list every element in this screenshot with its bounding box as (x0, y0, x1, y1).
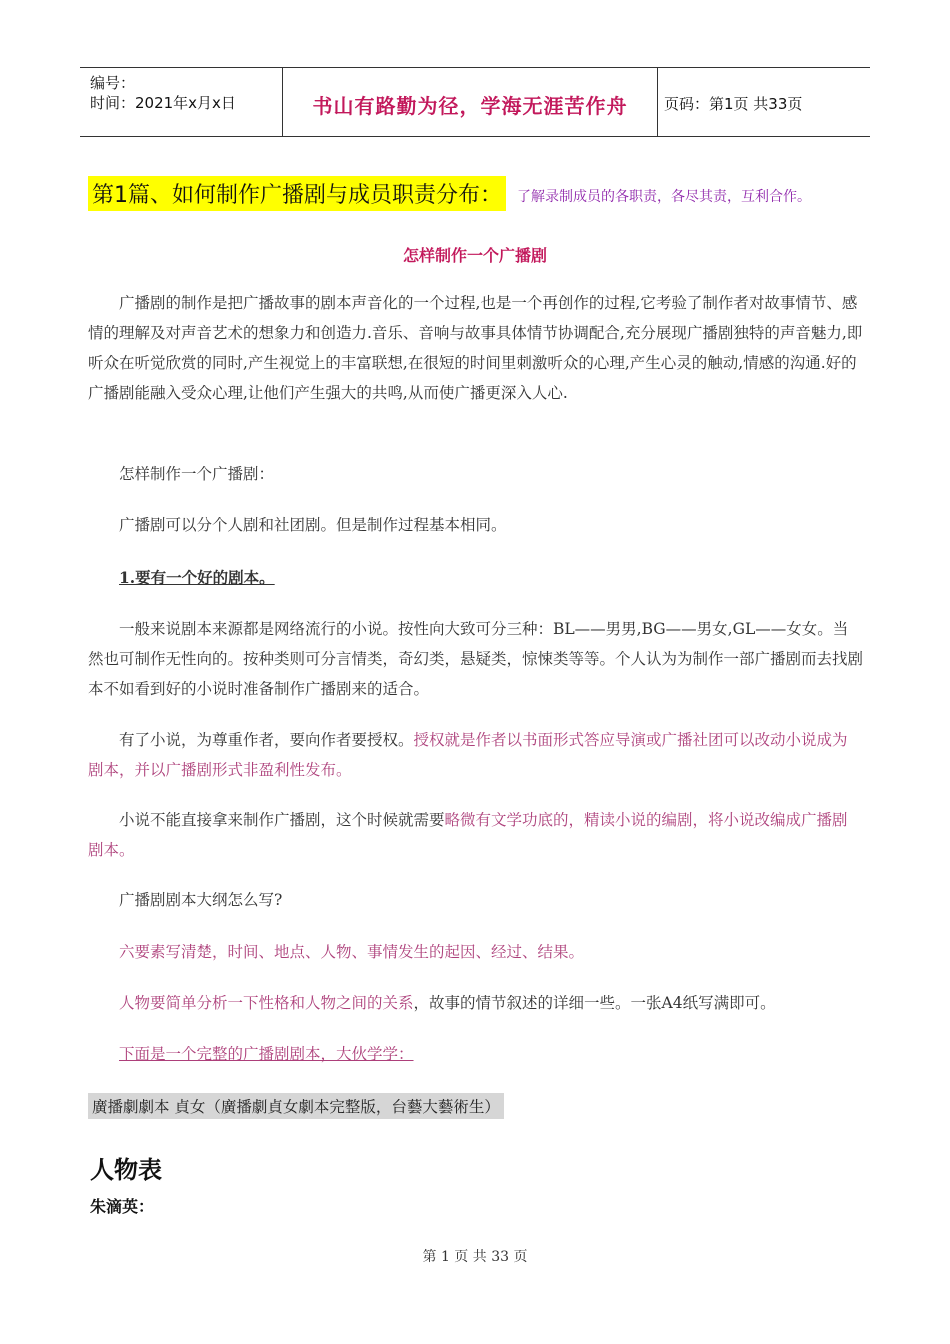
how-to-paragraph: 怎样制作一个广播剧： (119, 465, 275, 483)
document-time: 时间：2021年x月x日 (90, 94, 236, 112)
chapter-title: 第1篇、如何制作广播剧与成员职责分布： (88, 176, 506, 211)
characters-heading: 人物表 (90, 1156, 162, 1184)
adaptation-highlight: 略微有文学功底的，精读小说的编剧，将小说改编成广播剧剧本。 (88, 811, 848, 859)
adaptation-paragraph (88, 805, 863, 865)
source-paragraph: 一般来说剧本来源都是网络流行的小说。按性向大致可分三种：BL——男男,BG——男女,GL——女女。当然也可制作无性向的。按种类则可分言情类，奇幻类，悬疑类，惊悚类等等。个人认为为制作一部广播剧而去找剧本不如看到好的小说时准备制作广播剧来的适合。 (88, 620, 864, 698)
chapter-note: 了解录制成员的各职责，各尽其责，互利合作。 (517, 189, 811, 205)
authorization-highlight: 授权就是作者以书面形式答应导演或广播社团可以改动小说成为剧本，并以广播剧形式非盈利性发布。 (88, 731, 848, 779)
header-page-number: 页码：第1页 共33页 (664, 95, 803, 113)
header-table (80, 67, 870, 137)
script-intro-line (88, 1039, 863, 1069)
character-analysis-paragraph (88, 988, 863, 1018)
page-footer: 第 1 页 共 33 页 (422, 1249, 528, 1265)
section-title: 怎样制作一个广播剧 (402, 246, 547, 265)
script-intro-link[interactable]: 下面是一个完整的广播剧剧本，大伙学学： (119, 1045, 414, 1063)
step-1-heading (88, 563, 863, 593)
character-name: 朱滴英： (90, 1197, 155, 1216)
header-page-cell (658, 68, 870, 136)
step-1-text: 1.要有一个好的剧本。 (119, 568, 275, 587)
script-title: 廣播劇劇本 貞女（廣播劇貞女劇本完整版，台藝大藝術生） (88, 1093, 504, 1119)
adaptation-text: 小说不能直接拿来制作广播剧，这个时候就需要 (119, 811, 445, 829)
intro-paragraph: 广播剧的制作是把广播故事的剧本声音化的一个过程,也是一个再创作的过程,它考验了制作者对故事情节、感情的理解及对声音艺术的想象力和创造力.音乐、音响与故事具体情节协调配合,充分展现广播剧独特的声音魅力,即听众在听觉欣赏的同时,产生视觉上的丰富联想,在很短的时间里刺激听众的心理,产生心灵的触动,情感的沟通.好的广播剧能融入受众心理,让他们产生强大的共鸣,从而使广播更深入人心. (88, 294, 863, 402)
header-motto-cell (283, 68, 658, 136)
authorization-text: 有了小说，为尊重作者，要向作者要授权。 (119, 731, 414, 749)
character-analysis-highlight: 人物要简单分析一下性格和人物之间的关系 (119, 994, 414, 1012)
header-meta-cell (80, 68, 283, 136)
authorization-paragraph (88, 725, 863, 785)
types-paragraph: 广播剧可以分个人剧和社团剧。但是制作过程基本相同。 (119, 516, 507, 534)
character-analysis-text: ，故事的情节叙述的详细一些。一张A4纸写满即可。 (413, 994, 776, 1012)
outline-question: 广播剧剧本大纲怎么写? (119, 891, 283, 909)
header-motto: 书山有路勤为径，学海无涯苦作舟 (312, 94, 628, 118)
six-elements-paragraph: 六要素写清楚，时间、地点、人物、事情发生的起因、经过、结果。 (119, 943, 585, 961)
document-number: 编号： (90, 74, 136, 92)
